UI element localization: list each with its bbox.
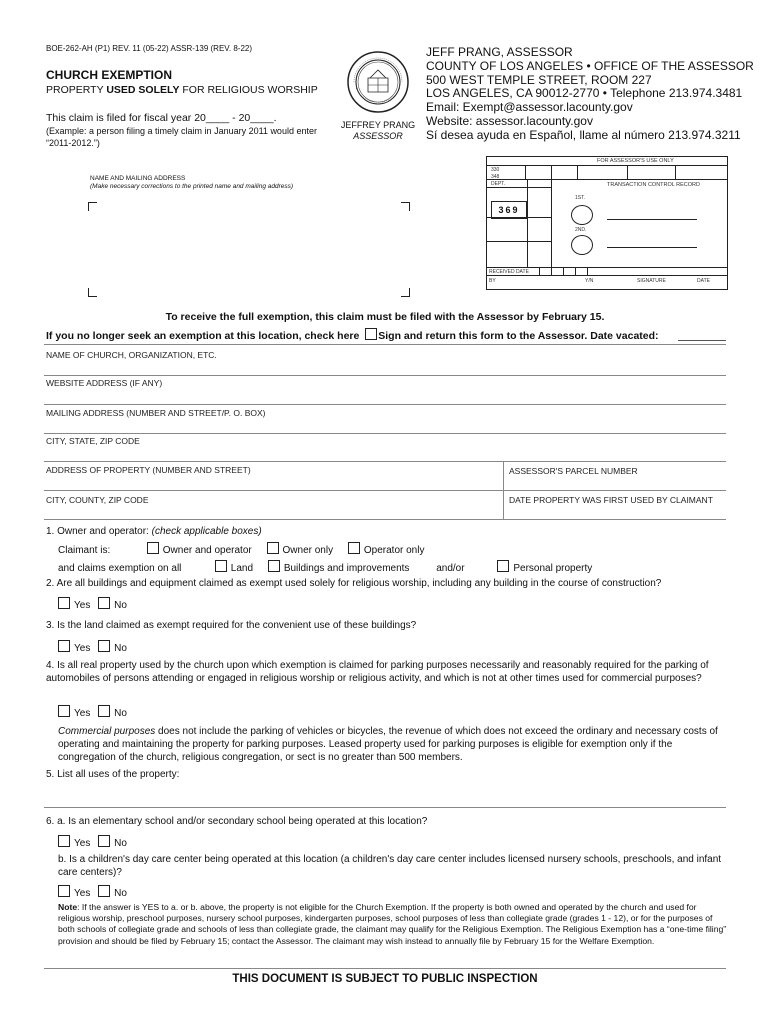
q4-yes-checkbox[interactable] (58, 705, 70, 717)
assessor-seal-icon (346, 50, 410, 114)
q6b-no-checkbox[interactable] (98, 885, 110, 897)
claimant-is-row: Claimant is: Owner and operator Owner only Operator only (58, 542, 436, 556)
q6a-answers: Yes No (58, 835, 127, 849)
church-name-label: NAME OF CHURCH, ORGANIZATION, ETC. (46, 350, 217, 360)
commercial-purposes-note: Commercial purposes does not include the parking of vehicles or bicycles, the revenue of which does not exceed the ordinary and necessary costs of operating and maintaining the property for parking purposes. Leased property used for parking purposes is eligible for exemption only if the congregation of the church, religious congregation, or sect is no greater than 500 members. (58, 726, 718, 763)
owner-and-operator-checkbox[interactable] (147, 542, 159, 554)
form-id: BOE-262-AH (P1) REV. 11 (05-22) ASSR-139 (REV. 8-22) (46, 44, 253, 53)
public-inspection-footer: THIS DOCUMENT IS SUBJECT TO PUBLIC INSPECTION (232, 973, 538, 985)
signer-title: ASSESSOR (353, 131, 403, 141)
q4-no-checkbox[interactable] (98, 705, 110, 717)
q4-answers: Yes No (58, 705, 127, 719)
question-6b: b. Is a children's day care center being operated at this location (a children's day care center includes licensed nursery schools, preschools, and infant care centers)? (58, 854, 722, 878)
signer-name: JEFFREY PRANG (340, 120, 416, 130)
property-uses-input[interactable] (44, 782, 726, 806)
mailing-address-label: MAILING ADDRESS (NUMBER AND STREET/P. O. BOX) (46, 408, 266, 418)
buildings-checkbox[interactable] (268, 560, 280, 572)
office-info: JEFF PRANG, ASSESSOR COUNTY OF LOS ANGELES • OFFICE OF THE ASSESSOR 500 WEST TEMPLE STREET, ROOM 227 LOS ANGELES, CA 90012-2770 • Telephone 213.974.3481 Email: Exempt@assessor.lacounty.gov Website: assessor.lacounty.gov Sí desea ayuda en Español, llame al número 213.974.3211 (426, 45, 754, 142)
parcel-number-label: ASSESSOR'S PARCEL NUMBER (509, 466, 638, 476)
q3-answers: Yes No (58, 640, 127, 654)
q3-yes-checkbox[interactable] (58, 640, 70, 652)
land-checkbox[interactable] (215, 560, 227, 572)
q6b-answers: Yes No (58, 885, 127, 899)
owner-only-checkbox[interactable] (267, 542, 279, 554)
eligibility-note: Note: If the answer is YES to a. or b. above, the property is not eligible for the Church Exemption. If the property is both owned and operated by the church and used for religious worship, preschool purposes, nursery school purposes, kindergarten purposes, school purposes of less than collegiate grade (grades 1 - 12), or for the purposes of both schools of collegiate grade and schools of less than collegiate grade, the claimant may qualify for the Religious Exemption. The Religious Exemption has a “one-time filing” provision and should be filed by February 15; contact the Assessor. The claimant may wish instead to annually file by February 15 for the Welfare Exemption. (58, 902, 727, 946)
address-label: NAME AND MAILING ADDRESS (90, 175, 186, 182)
operator-only-checkbox[interactable] (348, 542, 360, 554)
website-label: WEBSITE ADDRESS (IF ANY) (46, 378, 163, 388)
q2-no-checkbox[interactable] (98, 597, 110, 609)
q6a-no-checkbox[interactable] (98, 835, 110, 847)
assessor-code: 369 (491, 201, 527, 219)
assessor-use-box: FOR ASSESSOR'S USE ONLY 330 348 DEPT. TRANSACTION CONTROL RECORD 369 1ST. 2ND. RECEIVED DATE BY Y/N SIGNATURE DATE (486, 156, 728, 290)
city-county-zip-label: CITY, COUNTY, ZIP CODE (46, 495, 149, 505)
filing-deadline-notice: To receive the full exemption, this claim must be filed with the Assessor by February 15. (165, 311, 605, 323)
mailing-address-input[interactable] (44, 418, 726, 432)
city-state-zip-label: CITY, STATE, ZIP CODE (46, 436, 140, 446)
fiscal-year-example: (Example: a person filing a timely claim in January 2011 would enter “2011-2012.”) (46, 126, 317, 148)
property-address-input[interactable] (44, 475, 502, 489)
q2-yes-checkbox[interactable] (58, 597, 70, 609)
question-4: 4. Is all real property used by the church upon which exemption is claimed for parking purposes necessarily and reasonably required for the parking of automobiles of persons attending or engaged in religious worship or religious activity, and which is not at other times used for commercial purposes? (46, 660, 709, 684)
q3-no-checkbox[interactable] (98, 640, 110, 652)
date-vacated-input[interactable] (678, 340, 726, 341)
q2-answers: Yes No (58, 597, 127, 611)
parcel-number-input[interactable] (506, 475, 726, 489)
question-1: 1. Owner and operator: (check applicable boxes) (46, 526, 262, 537)
question-5: 5. List all uses of the property: (46, 769, 180, 780)
vacated-checkbox[interactable] (365, 328, 377, 340)
question-2: 2. Are all buildings and equipment claimed as exempt used solely for religious worship, including any building in the course of construction? (46, 578, 662, 589)
q6b-yes-checkbox[interactable] (58, 885, 70, 897)
address-corner-tl (88, 202, 97, 211)
website-input[interactable] (44, 388, 726, 402)
form-subtitle: PROPERTY USED SOLELY FOR RELIGIOUS WORSHIP (46, 84, 318, 96)
church-name-input[interactable] (44, 360, 726, 374)
vacate-notice: If you no longer seek an exemption at this location, check here Sign and return this form to the Assessor. Date vacated: (46, 330, 659, 342)
question-3: 3. Is the land claimed as exempt required for the convenient use of these buildings? (46, 620, 417, 631)
q6a-yes-checkbox[interactable] (58, 835, 70, 847)
date-first-used-label: DATE PROPERTY WAS FIRST USED BY CLAIMANT (509, 495, 713, 505)
address-corner-br (401, 288, 410, 297)
question-6a: 6. a. Is an elementary school and/or secondary school being operated at this location? (46, 816, 428, 827)
city-county-zip-input[interactable] (44, 505, 502, 519)
address-hint: (Make necessary corrections to the printed name and mailing address) (90, 183, 294, 190)
claims-exemption-row: and claims exemption on all Land Buildings and improvements and/or Personal property (58, 560, 592, 574)
fiscal-year-line: This claim is filed for fiscal year 20____ - 20____. (46, 112, 277, 124)
personal-property-checkbox[interactable] (497, 560, 509, 572)
city-state-zip-input[interactable] (44, 446, 726, 460)
property-address-label: ADDRESS OF PROPERTY (NUMBER AND STREET) (46, 465, 251, 475)
form-title: CHURCH EXEMPTION (46, 68, 173, 82)
date-first-used-input[interactable] (506, 505, 726, 519)
address-corner-bl (88, 288, 97, 297)
address-corner-tr (401, 202, 410, 211)
